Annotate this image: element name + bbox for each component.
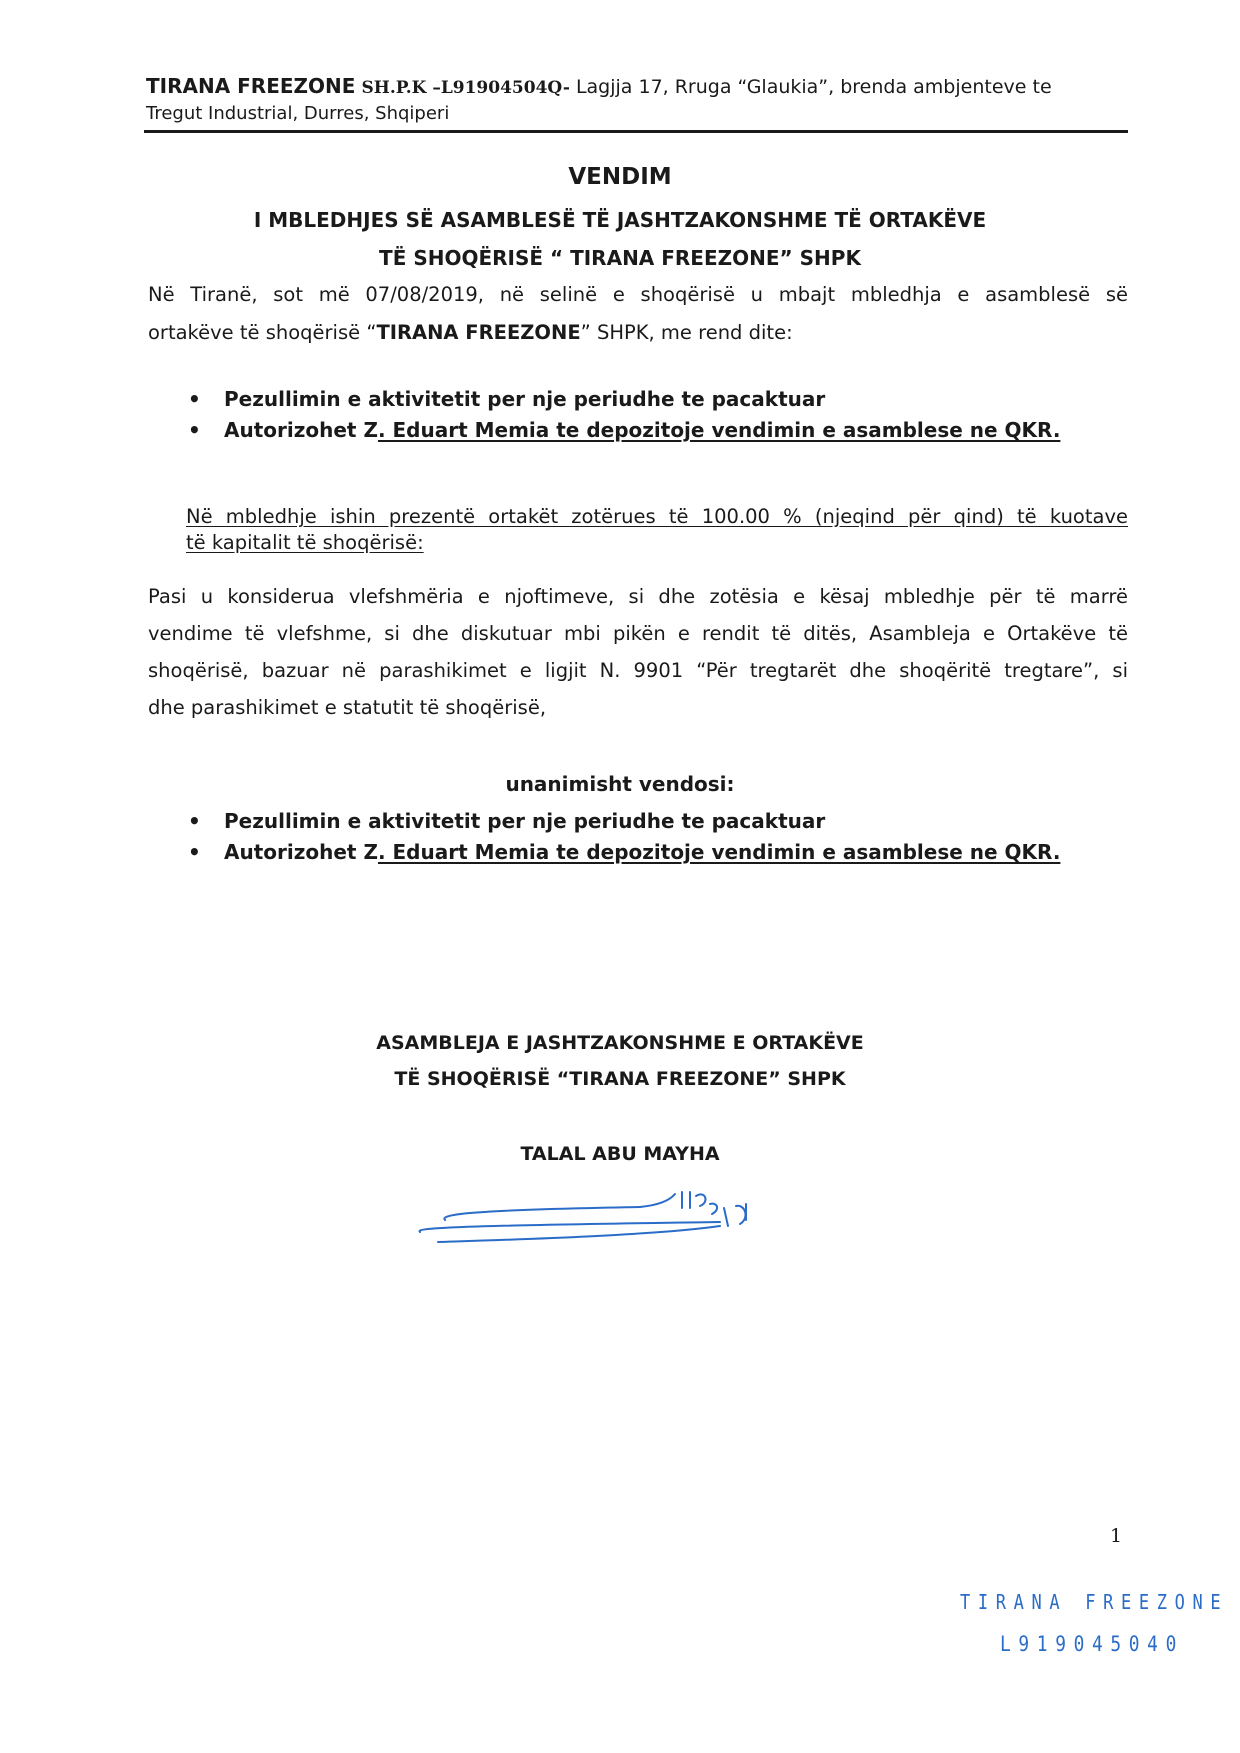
company-stamp-number: L919045040 bbox=[1000, 1632, 1184, 1656]
agenda-item-text: Pezullimin e aktivitetit per nje periudhe te pacaktuar bbox=[224, 387, 826, 411]
signatory-name: TALAL ABU MAYHA bbox=[520, 1143, 720, 1165]
signature-stroke bbox=[438, 1226, 720, 1242]
decision-item-text: Autorizohet Z bbox=[224, 840, 378, 864]
bullet-icon: • bbox=[188, 418, 201, 442]
letterhead-line1 bbox=[146, 74, 1052, 98]
address-line1: Lagjja 17, Rruga “Glaukia”, brenda ambjenteve te bbox=[569, 76, 1052, 98]
body-line-2: vendime të vlefshme, si dhe diskutuar mbi pikën e rendit të ditës, Asambleja e Ortakëve të bbox=[148, 622, 1128, 645]
signature-body-line-1: ASAMBLEJA E JASHTZAKONSHME E ORTAKËVE bbox=[376, 1032, 864, 1054]
agenda-item-text: Autorizohet Z bbox=[224, 418, 378, 442]
page-number: 1 bbox=[1110, 1525, 1123, 1547]
agenda-item-underlined: . Eduart Memia te depozitoje vendimin e asamblese ne QKR. bbox=[377, 418, 1061, 442]
bullet-icon: • bbox=[188, 387, 201, 411]
presence-line-2: të kapitalit të shoqërisë: bbox=[186, 531, 424, 554]
decision-item bbox=[188, 806, 1060, 837]
document-title: VENDIM bbox=[568, 164, 672, 190]
document-subtitle-2: TË SHOQËRISË “ TIRANA FREEZONE” SHPK bbox=[379, 246, 861, 270]
agenda-list bbox=[188, 384, 1060, 446]
signature-stroke bbox=[444, 1207, 640, 1220]
agenda-item bbox=[188, 415, 1060, 446]
intro-line-2 bbox=[148, 321, 1128, 344]
decision-item-underlined: . Eduart Memia te depozitoje vendimin e asamblese ne QKR. bbox=[377, 840, 1061, 864]
registration-number: SH.P.K –L91904504Q- bbox=[361, 78, 570, 98]
intro-line-1: Në Tiranë, sot më 07/08/2019, në selinë e shoqërisë u mbajt mbledhja e asamblesë së bbox=[148, 283, 1128, 306]
bullet-icon: • bbox=[188, 809, 201, 833]
header-divider bbox=[144, 130, 1128, 133]
intro-text: ortakëve të shoqërisë “ bbox=[148, 321, 377, 344]
intro-company-bold: TIRANA FREEZONE bbox=[376, 321, 581, 344]
intro-text-end: ” SHPK, me rend dite: bbox=[580, 321, 793, 344]
decision-item bbox=[188, 837, 1060, 868]
document-subtitle-1: I MBLEDHJES SË ASAMBLESË TË JASHTZAKONSHME TË ORTAKËVE bbox=[253, 208, 987, 232]
handwritten-signature bbox=[400, 1180, 780, 1260]
presence-line-1: Në mbledhje ishin prezentë ortakët zotërues të 100.00 % (njeqind për qind) të kuotave bbox=[186, 505, 1128, 528]
body-line-1: Pasi u konsiderua vlefshmëria e njoftimeve, si dhe zotësia e kësaj mbledhje për të marrë bbox=[148, 585, 1128, 608]
company-name: TIRANA FREEZONE bbox=[146, 74, 356, 98]
signature-body-line-2: TË SHOQËRISË “TIRANA FREEZONE” SHPK bbox=[394, 1068, 846, 1090]
bullet-icon: • bbox=[188, 840, 201, 864]
agenda-item bbox=[188, 384, 1060, 415]
signature-stroke bbox=[640, 1192, 746, 1226]
body-line-3: shoqërisë, bazuar në parashikimet e ligjit N. 9901 “Për tregtarët dhe shoqëritë tregtare”, si bbox=[148, 659, 1128, 682]
address-line2: Tregut Industrial, Durres, Shqiperi bbox=[146, 103, 450, 124]
decision-heading: unanimisht vendosi: bbox=[505, 772, 735, 796]
decision-list bbox=[188, 806, 1060, 868]
decision-item-text: Pezullimin e aktivitetit per nje periudhe te pacaktuar bbox=[224, 809, 826, 833]
body-line-4: dhe parashikimet e statutit të shoqërisë, bbox=[148, 696, 547, 719]
company-stamp-name: TIRANA FREEZONE bbox=[960, 1590, 1229, 1614]
